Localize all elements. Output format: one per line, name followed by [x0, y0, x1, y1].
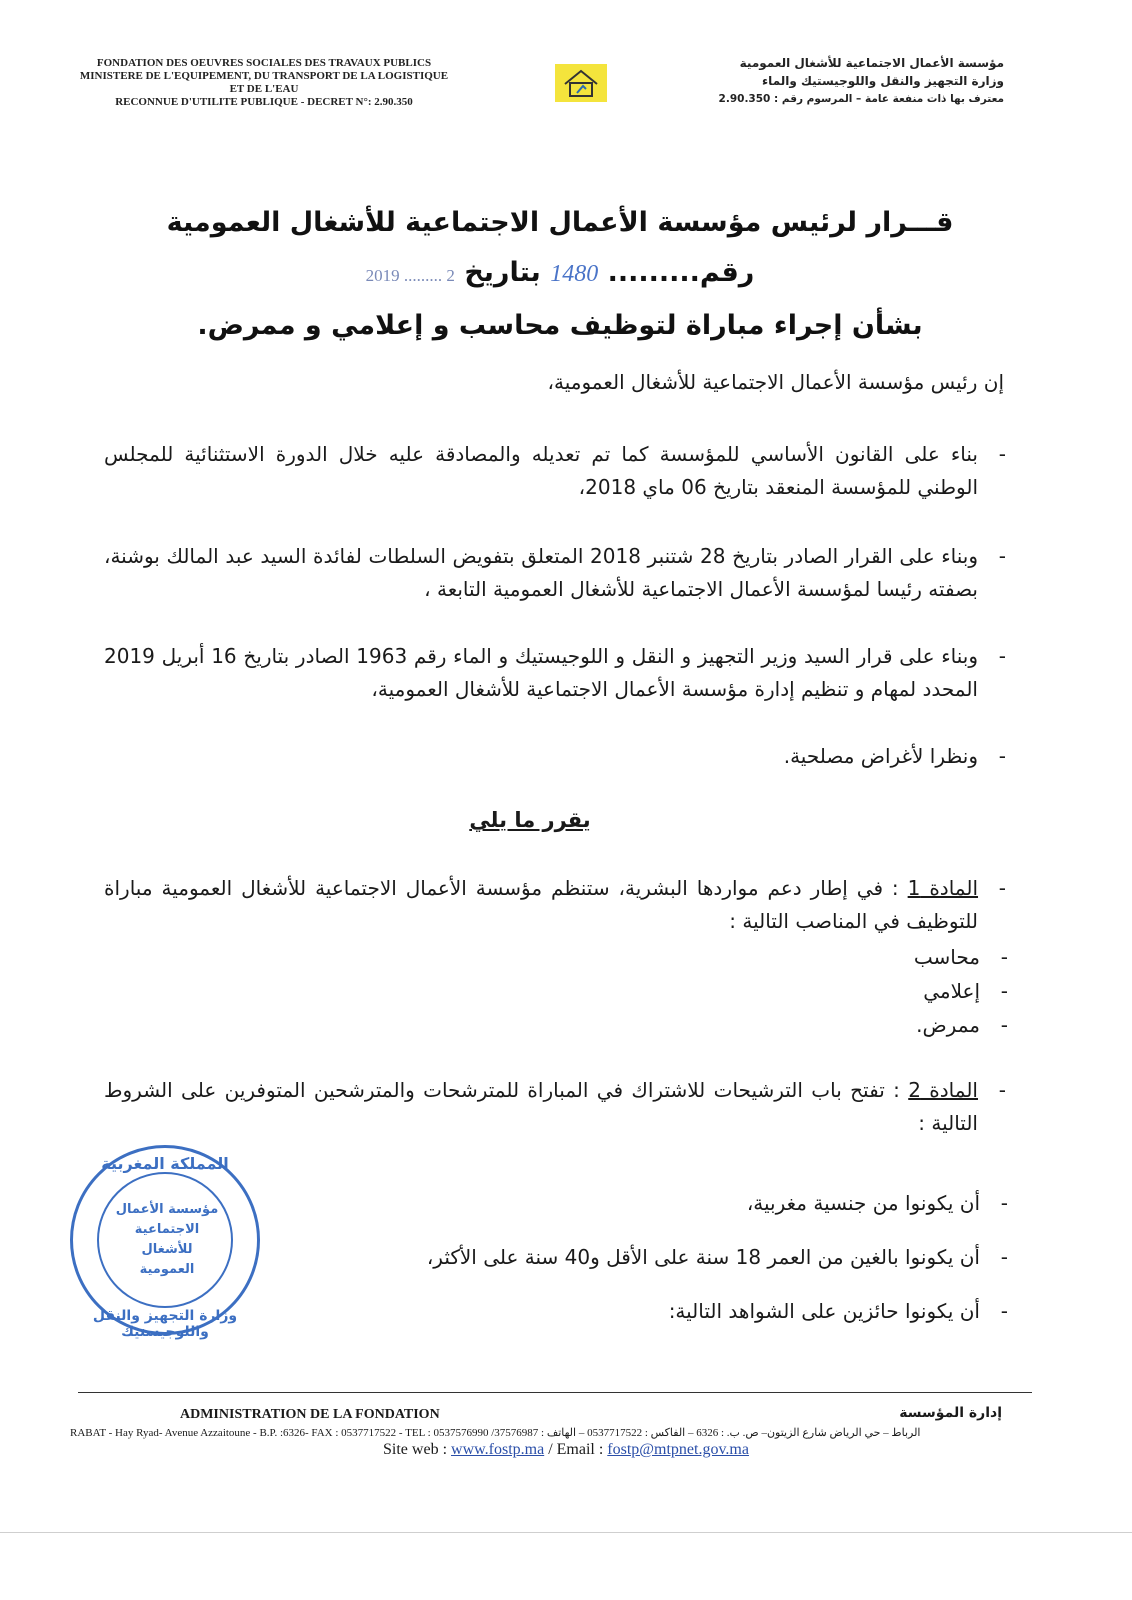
bullet-dash: -	[1000, 979, 1008, 1003]
bullet-dash: -	[998, 644, 1006, 668]
positions-list	[913, 940, 1008, 1042]
header-fr-line: MINISTERE DE L'EQUIPEMENT, DU TRANSPORT DE LA LOGISTIQUE	[79, 70, 449, 82]
official-stamp	[70, 1145, 260, 1340]
bullet-dash: -	[1000, 1013, 1008, 1037]
header-fr-line: RECONNUE D'UTILITE PUBLIQUE - DECRET N°: 2.90.350	[115, 96, 413, 108]
email-label: / Email :	[544, 1441, 608, 1458]
header-fr-line: ET DE L'EAU	[229, 83, 299, 95]
consideration-item	[104, 740, 1004, 773]
header-ar-line: وزارة التجهيز والنقل واللوجيستيك والماء	[762, 74, 1004, 88]
date-label: بتاريخ	[464, 257, 541, 288]
title-line-2	[150, 248, 970, 301]
header-fr-line: FONDATION DES OEUVRES SOCIALES DES TRAVAUX PUBLICS	[96, 57, 432, 69]
stamp-outer-bottom: وزارة التجهيز والنقل واللوجيستيك	[92, 1308, 238, 1340]
number-label: رقم.........	[607, 257, 755, 288]
decision-title	[150, 198, 970, 351]
website-link[interactable]: www.fostp.ma	[451, 1441, 545, 1458]
email-link[interactable]: fostp@mtpnet.gov.ma	[607, 1441, 749, 1458]
title-line-3: بشأن إجراء مباراة لتوظيف محاسب و إعلامي و ممرض.	[197, 310, 923, 341]
consideration-text: بناء على القانون الأساسي للمؤسسة كما تم تعديله والمصادقة عليه خلال الدورة الاستثنائية للمجلس الوطني للمؤسسة المنعقد بتاريخ 06 ماي 2018،	[104, 442, 978, 499]
consideration-text: وبناء على قرار السيد وزير التجهيز و النقل و اللوجيستيك و الماء رقم 1963 الصادر بتاريخ 16 أبريل 2019 المحدد لمهام و تنظيم إدارة مؤسسة الأعمال الاجتماعية للأشغال العمومية،	[104, 644, 978, 701]
decision-number: 1480	[550, 261, 599, 287]
footer-fr-title: ADMINISTRATION DE LA FONDATION	[180, 1407, 440, 1422]
position-item: - ممرض.	[914, 1008, 980, 1042]
position-item: - إعلامي	[914, 974, 980, 1008]
intro-paragraph: إن رئيس مؤسسة الأعمال الاجتماعية للأشغال العمومية،	[547, 370, 1004, 394]
article-2-label: المادة 2	[908, 1078, 978, 1102]
article-1-label: المادة 1	[907, 876, 979, 900]
header-ar-line: مؤسسة الأعمال الاجتماعية للأشغال العمومية	[739, 56, 1004, 70]
consideration-item	[104, 540, 1004, 606]
header-ar-line: معترف بها ذات منفعة عامة – المرسوم رقم : 2.90.350	[718, 93, 1004, 105]
decides-heading: يقرر ما يلي	[469, 808, 591, 832]
consideration-item	[104, 438, 1004, 504]
foundation-logo-icon	[555, 64, 607, 102]
decision-date: 2 ......... 2019	[365, 266, 455, 285]
title-line-1: قـــرار لرئيس مؤسسة الأعمال الاجتماعية للأشغال العمومية	[166, 207, 954, 238]
bullet-dash: -	[998, 876, 1006, 900]
footer-ar-title: إدارة المؤسسة	[899, 1405, 1002, 1421]
page-bottom-edge	[0, 1532, 1132, 1533]
bullet-dash: -	[1000, 1191, 1008, 1215]
stamp-outer-top: المملكة المغربية	[101, 1154, 229, 1173]
header-french	[34, 57, 494, 109]
condition-item: - أن يكونوا من جنسية مغربية،	[427, 1176, 980, 1230]
article-1	[104, 872, 1004, 938]
bullet-dash: -	[998, 744, 1006, 768]
bullet-dash: -	[1000, 945, 1008, 969]
site-label: Site web :	[383, 1441, 452, 1458]
header-arabic	[674, 54, 1004, 108]
bullet-dash: -	[1000, 1299, 1008, 1323]
consideration-text: ونظرا لأغراض مصلحية.	[783, 744, 978, 768]
bullet-dash: -	[1000, 1245, 1008, 1269]
condition-item: - أن يكونوا بالغين من العمر 18 سنة على الأقل و40 سنة على الأكثر،	[427, 1230, 980, 1284]
bullet-dash: -	[998, 544, 1006, 568]
consideration-item	[104, 640, 1004, 706]
bullet-dash: -	[998, 442, 1006, 466]
footer-contact	[0, 1441, 1132, 1459]
consideration-text: وبناء على القرار الصادر بتاريخ 28 شتنبر 2018 المتعلق بتفويض السلطات لفائدة السيد عبد المالك بوشنة، بصفته رئيسا لمؤسسة الأعمال الاجتماعية للأشغال العمومية التابعة ،	[104, 544, 978, 601]
article-2-text: : تفتح باب الترشيحات للاشتراك في المباراة للمترشحات والمترشحين المتوفرين على الشروط التالية :	[104, 1078, 978, 1135]
conditions-list	[426, 1176, 1008, 1338]
bullet-dash: -	[998, 1078, 1006, 1102]
condition-item: - أن يكونوا حائزين على الشواهد التالية:	[427, 1284, 980, 1338]
footer-divider	[78, 1392, 1032, 1393]
stamp-center: مؤسسة الأعمال الاجتماعية للأشغال العمومية	[115, 1202, 219, 1277]
position-item: - محاسب	[914, 940, 980, 974]
article-2	[104, 1074, 1004, 1140]
article-1-text: : في إطار دعم مواردها البشرية، ستنظم مؤسسة الأعمال الاجتماعية للأشغال العمومية مباراة للتوظيف في المناصب التالية :	[104, 876, 978, 933]
footer-address: RABAT - Hay Ryad- Avenue Azzaitoune - B.P. :6326- FAX : 0537717522 - TEL : 0537576990 /37576987 : الرباط – حي الرياض شارع الزيتون– ص. ب. : 6326 – الفاكس : 0537717522 – الهاتف	[70, 1427, 921, 1439]
